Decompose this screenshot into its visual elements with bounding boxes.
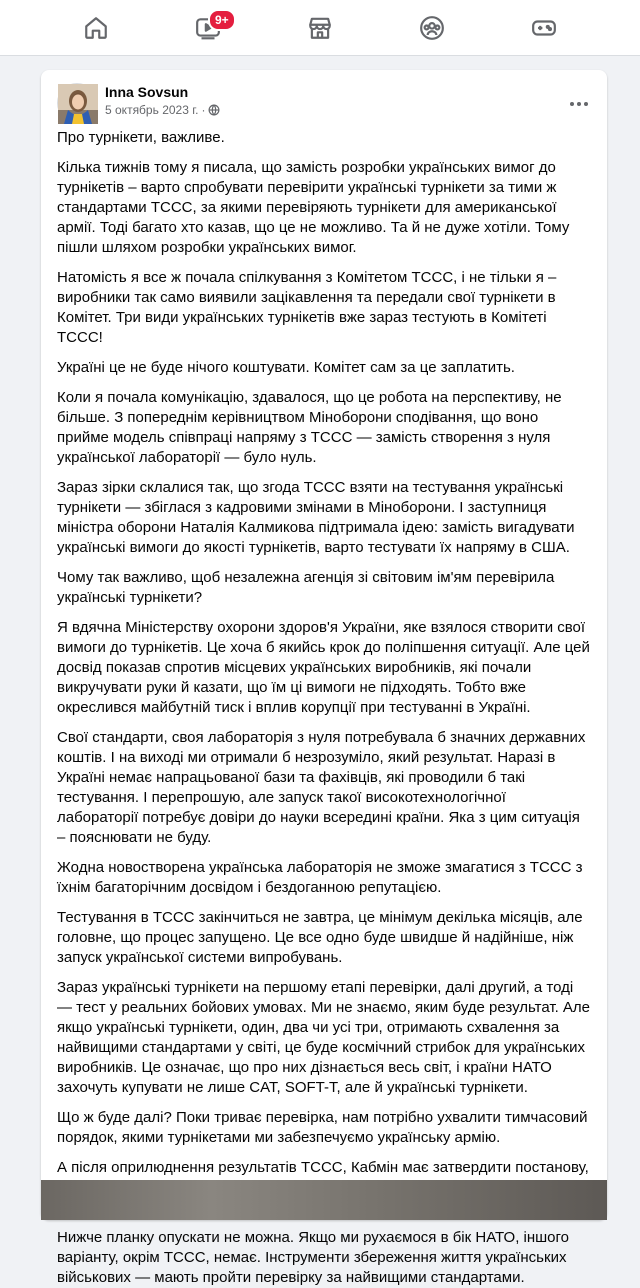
nav-groups[interactable] (402, 4, 462, 52)
post-paragraph: Про турнікети, важливе. (57, 129, 225, 146)
nav-marketplace[interactable] (290, 4, 350, 52)
author-block (105, 82, 561, 119)
post-date[interactable]: 5 октябрь 2023 г. (105, 103, 199, 117)
post-paragraph: Україні це не буде нічого коштувати. Комітет сам за це заплатить. (57, 359, 515, 376)
nav-home[interactable] (66, 4, 126, 52)
more-options-button[interactable] (561, 86, 597, 122)
gaming-icon (531, 15, 557, 41)
post-paragraph: Я вдячна Міністерству охорони здоров'я України, яке взялося створити свої вимоги до турнікетів. Це хоча б якийсь крок до поліпшення ситуації. Але цей досвід показав спротив місцевих українських виробників, які почали викручувати руки й казати, що їм ці вимоги не підходять. Тобто вже окреслився майбутній тиск і вплив корупції при тестуванні в Україні. (57, 619, 590, 716)
nav-gaming[interactable] (514, 4, 574, 52)
author-photo-icon (58, 84, 98, 124)
post-paragraph: Тестування в TCCC закінчиться не завтра, це мінімум декілька місяців, але головне, що процес запущено. Це все одно буде швидше й надійніше, ніж запуск української системи випробувань. (57, 909, 583, 966)
post-card (41, 70, 607, 1286)
avatar[interactable] (57, 83, 97, 123)
post-meta (105, 101, 561, 119)
author-name[interactable]: Inna Sovsun (105, 84, 189, 100)
post-paragraph: Зараз українські турнікети на першому етапі перевірки, далі другий, а тоді — тест у реальних бойових умовах. Ми не знаємо, яким буде результат. Але якщо українські турнікети, один, два чи усі три, отримають схвалення за найвищими стандартами у світі, це буде космічний стрибок для українських виробників. Це означає, що про них дізнається весь світ, і країни НАТО захочуть купувати не лише CAT, SOFT-T, але й українські турнікети. (57, 979, 591, 1096)
meta-separator: · (201, 103, 206, 117)
nav-video[interactable] (178, 4, 238, 52)
groups-icon (419, 15, 445, 41)
post-paragraph: Що ж буде далі? Поки триває перевірка, нам потрібно ухвалити тимчасовий порядок, якими турнікетами ми забезпечуємо українську армію. (57, 1109, 588, 1146)
more-dots-icon (569, 101, 589, 107)
post-image-preview[interactable] (41, 1180, 607, 1220)
post-paragraph: Нижче планку опускати не можна. Якщо ми рухаємося в бік НАТО, іншого варіанту, окрім TCCC, немає. Інструменти збереження життя українських військових — мають пройти перевірку за найвищими стандартами. (57, 1229, 569, 1286)
post-header (41, 70, 607, 128)
post-paragraph: Свої стандарти, своя лабораторія з нуля потребувала б значних державних коштів. І на виході ми отримали б незрозуміло, який результат. Наразі в Україні немає напрацьованої бази та фахівців, які проводили б такі тестування. І перепрошую, але запуск такої високотехнологічної лабораторії потребує довіри до науки всередині країни. Яка з цим ситуація – пояснювати не буду. (57, 729, 586, 846)
post-paragraph: Кілька тижнів тому я писала, що замість розробки українських вимог до турнікетів – варто спробувати перевірити українські турнікети за тими ж стандартами TCCC, за якими перевіряють турнікети для американської армії. Тоді багато хто казав, що це не можливо. Та й не дуже хотіли. Тому пішли шляхом розробки українських вимог. (57, 159, 570, 256)
home-icon (83, 15, 109, 41)
top-navigation-bar (0, 0, 640, 56)
post-paragraph: Чому так важливо, щоб незалежна агенція зі світовим ім'ям перевірила українські турнікети? (57, 569, 555, 606)
post-body (41, 128, 607, 1288)
post-paragraph: Коли я почала комунікацію, здавалося, що це робота на перспективу, не більше. З попереднім керівництвом Міноборони сподівання, що воно прийме модель співпраці напряму з TCCC — замість створення з нуля української лабораторії — було нуль. (57, 389, 562, 466)
notification-badge: 9+ (208, 9, 236, 31)
globe-icon (208, 104, 220, 116)
post-paragraph: Жодна новостворена українська лабораторія не зможе змагатися з TCCC з їхнім багаторічним досвідом і бездоганною репутацією. (57, 859, 583, 896)
post-paragraph: Натомість я все ж почала спілкування з Комітетом TCCC, і не тільки я – виробники так само виявили зацікавлення та передали свої турнікети в Комітет. Три види українських турнікетів вже зараз тестують в Комітеті TCCC! (57, 269, 557, 346)
post-paragraph: А після оприлюднення результатів TCCC, Кабмін має затвердити постанову, (57, 1159, 589, 1176)
marketplace-icon (307, 15, 333, 41)
post-paragraph: Зараз зірки склалися так, що згода TCCC взяти на тестування українські турнікети — збіглася з кадровими змінами в Міноборони. І заступниця міністра оборони Наталія Калмикова підтримала ідею: замість вигадувати українські вимоги до якості турнікетів, варто тестувати їх напряму в США. (57, 479, 575, 556)
